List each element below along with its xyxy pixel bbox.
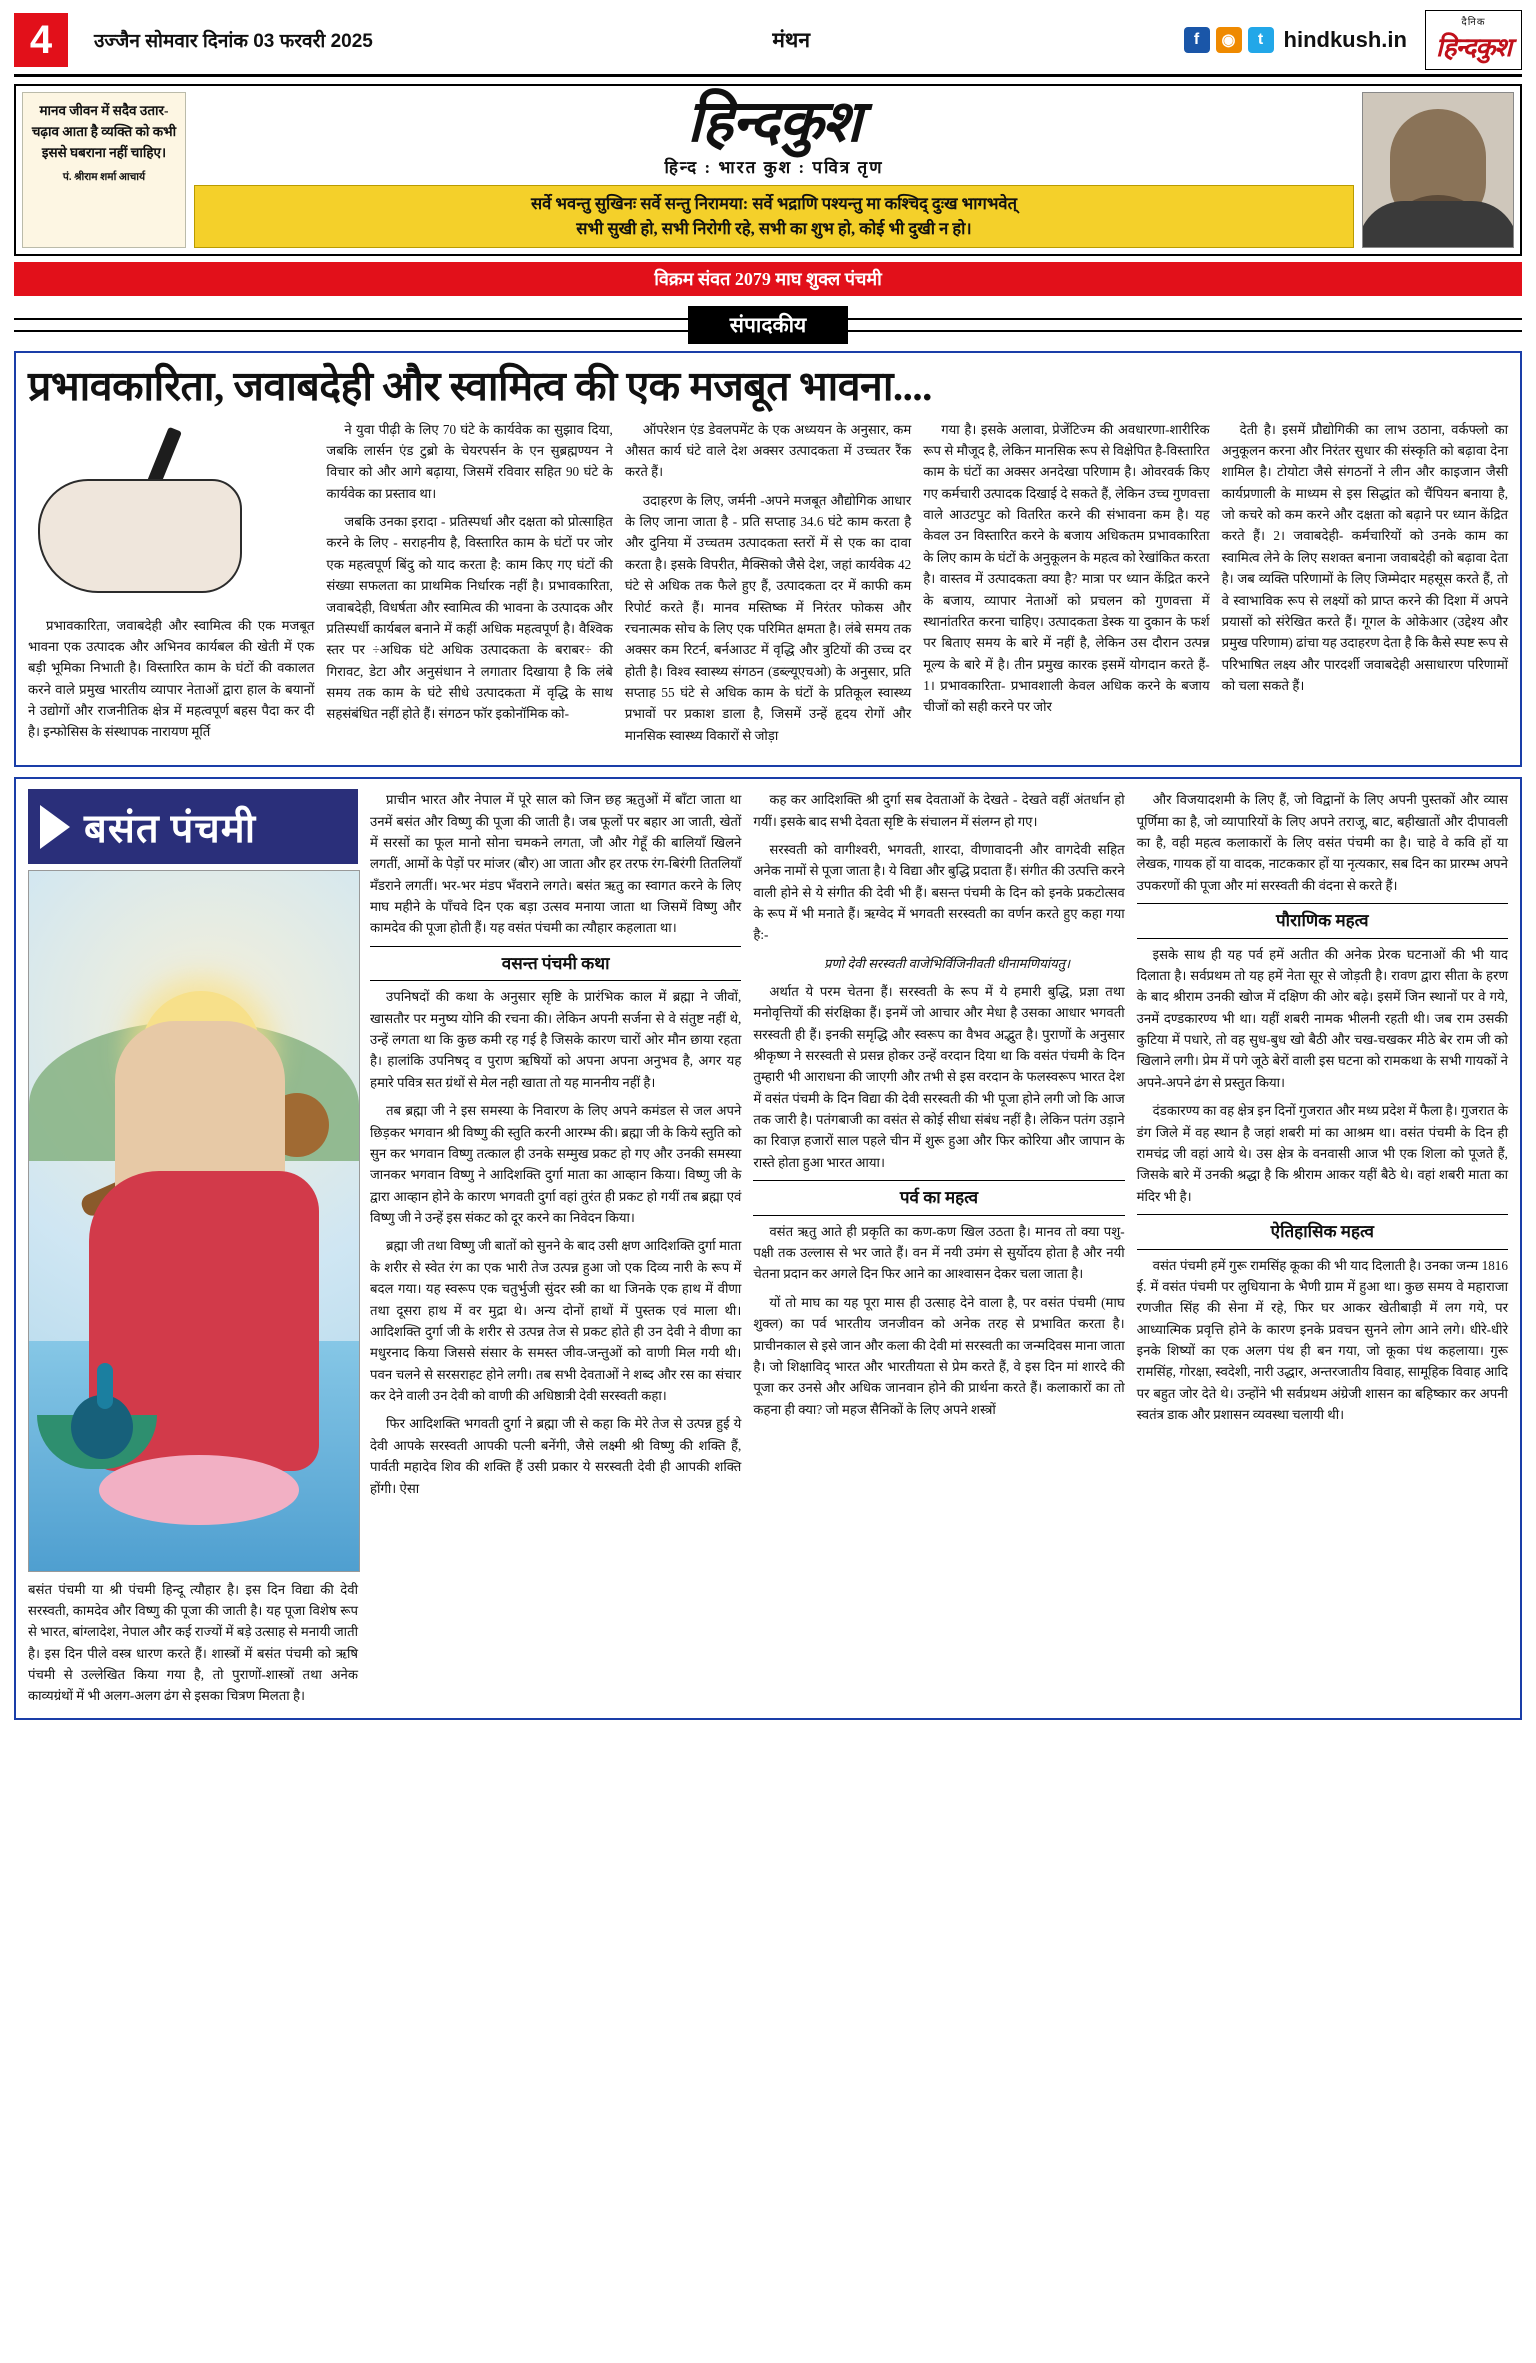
founder-portrait [1362,92,1514,248]
pen-illustration [28,419,308,609]
editorial-label: संपादकीय [688,306,848,344]
basant-column-2 [753,789,1124,1706]
basant-panchami-article [14,777,1522,1720]
editorial-headline: प्रभावकारिता, जवाबदेही और स्वामित्व की एक मजबूत भावना.... [28,363,932,410]
editorial-column-4 [923,419,1209,754]
basant-paragraph: यों तो माघ का यह पूरा मास ही उत्साह देने वाला है, पर वसंत पंचमी (माघ शुक्ल) का पर्व भारतीय जनजीवन को अनेक तरह से प्रभावित करता है। प्राचीनकाल से इसे जान और कला की देवी मां सरस्वती का जन्मदिवस माना जाता है। जो शिक्षाविद् भारत और भारतीयता से प्रेम करते हैं, वे इस दिन मां शारदे की पूजा कर उनसे और अधिक जानवान होने की प्रार्थना करते हैं। कलाकारों का तो कहना ही क्या? जो महज सैनिकों के लिए अपने शस्त्रों [753,1294,1125,1417]
basant-banner-title: बसंत पंचमी [84,806,257,852]
editorial-paragraph: उदाहरण के लिए, जर्मनी -अपने मजबूत औद्योगिक आधार के लिए जाना जाता है - प्रति सप्ताह 34.6 घंटे काम करता है और दुनिया में उच्चतम उत्पादकता स्तरों में से एक का दावा करता है। इसके विपरीत, मैक्सिको जैसे देश, जहां कार्यवेक 42 घंटे से अधिक तक फैले हुए हैं, उत्पादकता दर में काफी कम रिपोर्ट करते हैं। मानव मस्तिष्क में निरंतर फोकस और रचनात्मक सोच के लिए एक परिमित क्षमता है। लंबे समय तक अक्सर कम रिटर्न, बर्नआउट में वृद्धि और त्रुटियों की उच्च दर होती है। विश्व स्वास्थ्य संगठन (डब्ल्यूएचओ) के अनुसार, प्रति सप्ताह 55 घंटे से अधिक काम के घंटों के प्रतिकूल स्वास्थ्य प्रभावों पर प्रकाश डाला है, जिसमें उन्हें हृदय रोगों और मानसिक स्वास्थ्य विकारों से जोड़ा [624,492,912,743]
logo-kicker: दैनिक [1461,17,1486,28]
shloka-sanskrit: सर्वे भवन्तु सुखिनः सर्वे सन्तु निरामया: सर्वे भद्राणि पश्यन्तु मा कश्चिद् दुःख भागभवेत् [530,193,1017,213]
editorial-column-1 [28,419,314,754]
editorial-paragraph: गया है। इसके अलावा, प्रेजेंटिज्म की अवधारणा-शारीरिक रूप से मौजूद है, लेकिन मानसिक रूप से विक्षेपित है-विस्तारित काम के घंटों का अक्सर अनदेखा परिणाम है। ओवरवर्क किए गए कर्मचारी उत्पादक दिखाई दे सकते हैं, लेकिन उच्च गुणवत्ता वाले आउटपुट को वितरित करने की संभावना कम है। यह केवल उन विस्तारित करने के बजाय अधिकतम प्रभावकारिता के लिए काम के घंटों के अनुकूलन के महत्व को रेखांकित करता है। वास्तव में उत्पादकता क्या है? मात्रा पर ध्यान केंद्रित करने के बजाय, व्यापार नेताओं को प्रचलन को गुणवत्ता में स्थानांतरित करना चाहिए। उत्पादकता डेस्क या दुकान के फर्श पर बिताए समय के बारे में नहीं है, लेकिन उस दौरान उत्पन्न मूल्य के बारे में है। तीन प्रमुख कारक इसमें योगदान करते हैं- 1। प्रभावकारिता- प्रभावशाली केवल अधिक करने के बजाय चीजों को सही करने पर जोर [923,421,1210,715]
peacock-neck [97,1363,113,1409]
editorial-paragraph: देती है। इसमें प्रौद्योगिकी का लाभ उठाना, वर्कफ्लो का अनुकूलन करना और निरंतर सुधार की संस्कृति को बढ़ावा देना शामिल है। टोयोटा जैसे संगठनों ने लीन और काइजान जैसी कार्यप्रणाली के माध्यम से इस सिद्धांत को चैंपियन बनाया है, जो कचरे को कम करने और दक्षता को बढ़ाने पर ध्यान केंद्रित करते हैं। 2। जवाबदेही- कर्मचारियों को उनके काम का स्वामित्व लेने के लिए सशक्त बनाना जवाबदेही को बढ़ावा देता है। जब व्यक्ति परिणामों के लिए जिम्मेदार महसूस करते हैं, तो वे स्वाभाविक रूप से लक्ष्यों को प्राप्त करने की दिशा में अपने प्रयासों को संरेखित करते हैं। गूगल के ओकेआर (उद्देश्य और प्रमुख परिणाम) ढांचा यह उदाहरण देता है कि कैसे स्पष्ट रूप से परिभाषित लक्ष्य और पारदर्शी जवाबदेही असाधारण परिणामों को चला सकते हैं। [1221,421,1509,694]
twitter-icon[interactable]: t [1248,27,1274,53]
basant-paragraph: कह कर आदिशक्ति श्री दुर्गा सब देवताओं के देखते - देखते वहीं अंतर्धान हो गयीं। इसके बाद सभी देवता सृष्टि के संचालन में संलग्न हो गए। [753,792,1125,829]
sub-heading-parv-mahatva: पर्व का महत्व [753,1180,1124,1216]
facebook-icon[interactable]: f [1184,27,1210,53]
basant-paragraph: इसके साथ ही यह पर्व हमें अतीत की अनेक प्रेरक घटनाओं की भी याद दिलाता है। सर्वप्रथम तो यह हमें नेता सूर से जोड़ती है। रावण द्वारा सीता के हरण के बाद श्रीराम उनकी खोज में दक्षिण की ओर बढ़े। इसमें जिन स्थानों पर वे गये, उनमें दण्डकारण्य भी था। यहीं शबरी नामक भीलनी रहती थी। जब राम उसकी कुटिया में पधारे, तो वह सुध-बुध खो बैठी और चख-चखकर मीठे बेर राम जी को खिलाने लगी। प्रेम में पगे जूठे बेरों वाली इस घटना को रामकथा के सभी गायकों ने अपने-अपने ढंग से प्रस्तुत किया। [1136,946,1508,1090]
hand-shape [38,479,242,593]
basant-column-3 [1137,789,1508,1706]
shloka-box [194,185,1354,249]
basant-paragraph: फिर आदिशक्ति भगवती दुर्गा ने ब्रह्मा जी से कहा कि मेरे तेज से उत्पन्न हुई ये देवी आपके सरस्वती आपकी पत्नी बनेंगी, जैसे लक्ष्मी श्री विष्णु की शक्ति हैं, पार्वती महादेव शिव की शक्ति हैं उसी प्रकार ये सरस्वती देवी ही आपकी शक्ति होंगी। ऐसा [370,1416,742,1496]
editorial-paragraph: ऑपरेशन एंड डेवलपमेंट के एक अध्ययन के अनुसार, कम औसत कार्य घंटे वाले देश अक्सर उत्पादकता में उच्चतर रैंक करते हैं। [624,421,912,480]
basant-column-1 [370,789,741,1706]
shloka-hindi: सभी सुखी हो, सभी निरोगी रहे, सभी का शुभ हो, कोई भी दुखी न हो। [576,218,972,238]
sub-heading-aitihasik-mahatva: ऐतिहासिक महत्व [1137,1214,1508,1250]
editorial-column-5 [1222,419,1508,754]
samvat-band: विक्रम संवत 2079 माघ शुक्ल पंचमी [14,262,1522,296]
thought-text: मानव जीवन में सदैव उतार-चढ़ाव आता है व्यक्ति को कभी इससे घबराना नहीं चाहिए। [31,103,177,160]
masthead-center [194,89,1354,248]
basant-banner [28,789,358,864]
basant-left-column [28,789,358,1706]
basant-paragraph: अर्थात ये परम चेतना हैं। सरस्वती के रूप में ये हमारी बुद्धि, प्रज्ञा तथा मनोवृत्तियों की संरक्षिका हैं। इनमें जो आचार और मेधा है उसका आधार भगवती सरस्वती ही हैं। इनकी समृद्धि और स्वरूप का वैभव अद्भुत है। पुराणों के अनुसार श्रीकृष्ण ने सरस्वती से प्रसन्न होकर उन्हें वरदान दिया था कि वसंत पंचमी के दिन तुम्हारी भी आराधना की जाएगी और तभी से इस वरदान के फलस्वरूप भारत देश में वसंत पंचमी के दिन विद्या की देवी सरस्वती की भी पूजा होने लगी जो कि आज तक जारी है। पतंगबाजी का वसंत से कोई सीधा संबंध नहीं है। लेकिन पतंग उड़ाने का रिवाज़ हजारों साल पहले चीन में शुरू हुआ और फिर कोरिया और जापान के रास्ते होता हुआ भारत आया। [753,983,1125,1170]
editorial-column-3 [625,419,911,754]
editorial-section-header [14,306,1522,344]
editorial-paragraph: ने युवा पीढ़ी के लिए 70 घंटे के कार्यवेक का सुझाव दिया, जबकि लार्सन एंड टुब्रो के चेयरपर्सन के एन सुब्रह्मण्यन ने विचार को और आगे बढ़ाया, जिसमें रविवार सहित 90 घंटे के कार्यवेक का प्रस्ताव था। [326,421,613,501]
basant-text-columns [370,789,1508,1706]
masthead-logo-small [1425,10,1522,70]
basant-paragraph: ब्रह्मा जी तथा विष्णु जी बातों को सुनने के बाद उसी क्षण आदिशक्ति दुर्गा माता के शरीर से स्वेत रंग का एक भारी तेज उत्पन्न हुआ जो एक दिव्य नारी के रूप में बदल गया। यह स्वरूप एक चतुर्भुजी सुंदर स्त्री का था जिनके एक हाथ में वीणा तथा दूसरा हाथ में वर मुद्रा थे। अन्य दोनों हाथों में पुस्तक एवं माला थी। आदिशक्ति दुर्गा जी के शरीर से उत्पन्न तेज से प्रकट होते ही उन देवी ने वीणा का मधुरनाद किया जिससे संसार के समस्त जीव-जन्तुओं को वाणी मिल गयी थी। पवन चलने से सरसराहट होने लगी। तब सभी देवताओं ने शब्द और रस का संचार कर देने वाली उन देवी को वाणी की अधिष्ठात्री देवी सरस्वती कहा। [370,1238,742,1404]
basant-paragraph: सरस्वती को वागीश्वरी, भगवती, शारदा, वीणावादनी और वागदेवी सहित अनेक नामों से पूजा जाता है। ये विद्या और बुद्धि प्रदाता हैं। संगीत की उत्पत्ति करने वाली होने से ये संगीत की देवी भी हैं। बसन्त पंचमी के दिन को इनके प्रकटोत्सव के रूप में भी मनाते हैं। ऋग्वेद में भगवती सरस्वती का वर्णन करते हुए कहा गया है:- [753,841,1125,943]
basant-paragraph: तब ब्रह्मा जी ने इस समस्या के निवारण के लिए अपने कमंडल से जल अपने छिड़कर भगवान श्री विष्णु की स्तुति करनी आरम्भ की। ब्रह्मा जी के किये स्तुति को सुन कर भगवान विष्णु तत्काल ही उनके सम्मुख प्रकट हो गए और उनकी समस्या जानकर भगवान विष्णु ने आदिशक्ति दुर्गा माता का आव्हान किया। विष्णु जी के द्वारा आव्हान होने के कारण भगवती दुर्गा वहां तुरंत ही प्रकट हो गयीं तब ब्रह्मा एवं विष्णु जी ने उन्हें इस संकट को दूर करने का निवेदन किया। [370,1103,742,1226]
basant-paragraph: वसंत ऋतु आते ही प्रकृति का कण-कण खिल उठता है। मानव तो क्या पशु-पक्षी तक उल्लास से भर जाते हैं। वन में नयी उमंग से सुर्योदय होता है और नयी चेतना प्रदान कर अगले दिन फिर आने का आश्वासन देकर चला जाता है। [753,1223,1125,1282]
logo-title: हिन्दकुश [1435,33,1511,62]
thought-of-the-day [22,92,186,248]
newspaper-subtitle: हिन्द : भारत कुश : पवित्र तृण [664,157,884,177]
basant-paragraph: वसंत पंचमी हमें गुरू रामसिंह कूका की भी याद दिलाती है। उनका जन्म 1816 ई. में वसंत पंचमी पर लुधियाना के भैणी ग्राम में हुआ था। कुछ समय वे महाराजा रणजीत सिंह की सेना में रहे, फिर घर आकर खेतीबाड़ी में लग गये, पर आध्यात्मिक प्रवृत्ति होने के कारण इनके प्रवचन सुनने लोग आने लगे। धीरे-धीरे इनके शिष्यों का एक अलग पंथ ही बन गया, जो कूका पंथ कहलाया। गुरू रामसिंह, गोरक्षा, स्वदेशी, नारी उद्धार, अन्तरजातीय विवाह, सामूहिक विवाह आदि पर बहुत जोर देते थे। उन्होंने भी सर्वप्रथम अंग्रेजी शासन का बहिष्कार कर अपनी स्वतंत्र डाक और प्रशासन व्यवस्था चलायी थी। [1136,1257,1508,1423]
rule-left [14,318,688,332]
play-triangle-icon [40,805,70,849]
masthead-block [14,84,1522,256]
peacock-figure [37,1355,147,1475]
sub-heading-pauranik-mahatva: पौराणिक महत्व [1137,903,1508,939]
editorial-column-2 [326,419,612,754]
editorial-body [28,419,1508,754]
newspaper-title: हिन्दकुश [687,89,861,154]
portrait-shoulder [1362,201,1514,247]
rule-right [848,318,1522,332]
website-url[interactable]: hindkush.in [1283,27,1407,52]
page-number: 4 [14,13,68,67]
image-caption: बसंत पंचमी या श्री पंचमी हिन्दू त्यौहार है। इस दिन विद्या की देवी सरस्वती, कामदेव और विष्णु की पूजा की जाती है। यह पूजा विशेष रूप से भारत, बांग्लादेश, नेपाल और कई राज्यों में बड़े उत्साह से मनायी जाती है। इस दिन पीले वस्त्र धारण करते हैं। शास्त्रों में बसंत पंचमी को ऋषि पंचमी से उल्लेखित किया गया है, तो पुराणों-शास्त्रों तथा अनेक काव्यग्रंथों में भी अलग-अलग ढंग से इसका चित्रण मिलता है। [28,1582,358,1703]
basant-paragraph: उपनिषदों की कथा के अनुसार सृष्टि के प्रारंभिक काल में ब्रह्मा ने जीवों, खासतौर पर मनुष्य योनि की रचना की। लेकिन अपनी सर्जना से वे संतुष्ट नहीं थे, उन्हें लगता था कि कुछ कमी रह गई है जिसके कारण चारों ओर मौन छाया रहता है। हालांकि उपनिषद् व पुराण ऋषियों को अपना अपना अनुभव है, अगर यह हमारे पवित्र सत ग्रंथों से मेल नही खाता तो यह माननीय नहीं है। [370,989,742,1090]
top-bar [14,10,1522,77]
thought-author: पं. श्रीराम शर्मा आचार्य [62,171,146,183]
issue-date: उज्जैन सोमवार दिनांक 03 फरवरी 2025 [94,31,373,52]
section-name: मंथन [772,29,810,52]
sub-heading-katha: वसन्त पंचमी कथा [370,946,741,982]
editorial-paragraph: जबकि उनका इरादा - प्रतिस्पर्धा और दक्षता को प्रोत्साहित करने के लिए - सराहनीय है, विस्तारित काम के घंटों पर जोर एक महत्वपूर्ण बिंदु को याद करता है: काम किए गए घंटों की संख्या सफलता का प्राथमिक निर्धारक नहीं है। प्रभावकारिता, जवाबदेही, विधर्षता और स्वामित्व की भावना के उत्पादक और प्रतिस्पर्धी कार्यबल बनाने में कहीं अधिक महत्वपूर्ण है। वैश्विक स्तर पर ÷अधिक घंटे अधिक उत्पादकता के बराबर÷ की गिरावट, डेटा और अनुसंधान ने लगातार दिखाया है कि लंबे समय तक काम के घंटे सीधे उत्पादकता में वृद्धि के साथ सहसंबंधित नहीं होते हैं। संगठन फॉर इकोनॉमिक को- [326,514,613,722]
basant-paragraph: और विजयादशमी के लिए हैं, जो विद्वानों के लिए अपनी पुस्तकों और व्यास पूर्णिमा का है, जो व्यापारियों के लिए अपने तराजू, बाट, बहीखातों और दीपावली का है, वही महत्व कलाकारों के लिए वसंत पंचमी का है। चाहे वे कवि हों या लेखक, गायक हों या वादक, नाटककार हों या नृत्यकार, सब दिन का प्रारम्भ अपने उपकरणों की पूजा और मां सरस्वती की वंदना से करते हैं। [1136,792,1508,893]
rss-icon[interactable]: ◉ [1216,27,1242,53]
editorial-article [14,351,1522,767]
basant-paragraph: दंडकारण्य का वह क्षेत्र इन दिनों गुजरात और मध्य प्रदेश में फैला है। गुजरात के डंग जिले में वह स्थान है जहां शबरी मां का आश्रम था। वसंत पंचमी के दिन ही रामचंद्र जी वहां आये थे। उस क्षेत्र के वनवासी आज भी एक शिला को पूजते हैं, जिसके बारे में उनकी श्रद्धा है कि श्रीराम आकर यहीं बैठे थे। वहां शबरी माता का मंदिर भी है। [1136,1103,1508,1204]
basant-paragraph: प्राचीन भारत और नेपाल में पूरे साल को जिन छह ऋतुओं में बाँटा जाता था उनमें बसंत और विष्णु की पूजा की जाती है। जब फूलों पर बहार आ जाती, खेतों में सरसों का फूल मानो सोना चमकने लगता, जौ और गेहूँ की बालियाँ खिलने लगतीं, आमों के पेड़ों पर मांजर (बौर) आ जाता और हर तरफ रंग-बिरंगी तितलियाँ मँडराने लगतीं। भर-भर मंडप भँवराने लगते। बसंत ऋतु का स्वागत करने के लिए माघ महीने के पाँचवे दिन एक बड़ा उत्सव मनाया जाता था जिसमें विष्णु और कामदेव की पूजा होती हैं। यह वसंत पंचमी का त्यौहार कहलाता था। [370,792,742,936]
basant-verse: प्रणो देवी सरस्वती वाजेभिर्विजिनीवती धीनामणियांयतु। [823,955,1071,971]
social-links [1184,27,1284,53]
saraswati-illustration [28,870,360,1572]
editorial-paragraph: प्रभावकारिता, जवाबदेही और स्वामित्व की एक मजबूत भावना एक उत्पादक और अभिनव कार्यबल की खेती में एक बड़ी भूमिका निभाती है। विस्तारित काम के घंटों की वकालत करने वाले प्रमुख भारतीय व्यापार नेताओं द्वारा हाल के बयानों ने उद्योगों और राजनीतिक क्षेत्र में महत्वपूर्ण बहस पैदा कर दी है। इन्फोसिस के संस्थापक नारायण मूर्ति [28,617,315,740]
